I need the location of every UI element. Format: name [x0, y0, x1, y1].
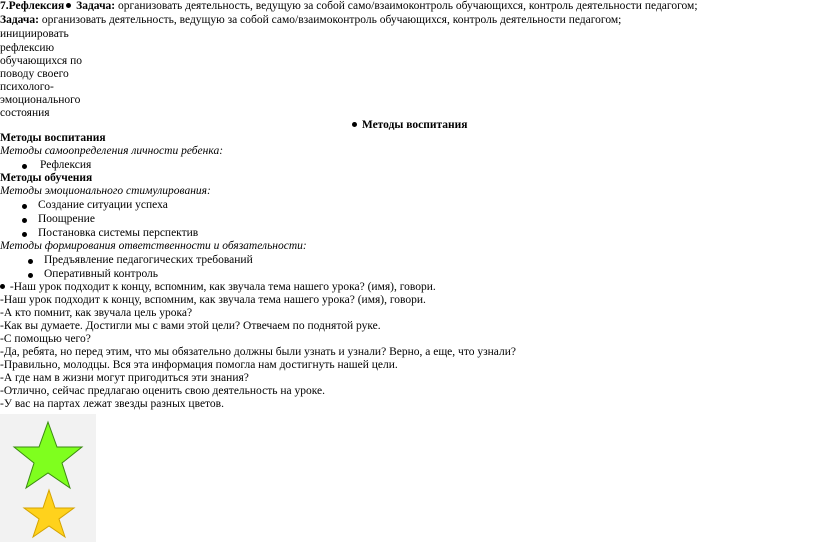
task-text-2: организовать деятельность, ведущую за собой само/взаимоконтроль обучающихся, контроль деятельности педагогом; — [41, 14, 622, 26]
column-line: рефлексию — [0, 42, 55, 54]
dialogue-line: -А где нам в жизни могут пригодиться эти знания? — [0, 372, 249, 384]
centered-heading — [350, 119, 468, 133]
emotional-heading: Методы эмоционального стимулирования: — [0, 185, 211, 197]
task-label-2: Задача: — [0, 14, 39, 26]
stars-image — [0, 414, 96, 542]
bullet-icon — [22, 232, 27, 237]
dialogue-line: -А кто помнит, как звучала цель урока? — [0, 307, 193, 319]
list-item: Предъявление педагогических требований — [44, 254, 253, 266]
header-line-1 — [0, 0, 698, 14]
dialogue-line: -Отлично, сейчас предлагаю оценить свою деятельность на уроке. — [0, 385, 326, 397]
dialogue-line: -Как вы думаете. Достигли мы с вами этой цели? Отвечаем по поднятой руке. — [0, 320, 381, 332]
dialogue-line: -Правильно, молодцы. Вся эта информация помогла нам достигнуть нашей цели. — [0, 359, 398, 371]
column-line: психолого- — [0, 81, 54, 93]
list-item: Поощрение — [38, 213, 95, 225]
dialogue-text: -Наш урок подходит к концу, вспомним, как звучала тема нашего урока? (имя), говори. — [9, 281, 436, 293]
bullet-icon — [0, 284, 5, 289]
stars-svg — [0, 414, 96, 542]
dialogue-line: -У вас на партах лежат звезды разных цветов. — [0, 398, 224, 410]
bullet-icon — [22, 164, 27, 169]
bullet-icon — [22, 218, 27, 223]
column-line: поводу своего — [0, 68, 69, 80]
list-item: Создание ситуации успеха — [38, 199, 168, 211]
list-item: Оперативный контроль — [44, 268, 159, 280]
methods-upbringing-heading: Методы воспитания — [0, 132, 106, 144]
column-line: инициировать — [0, 28, 69, 40]
bullet-icon — [28, 259, 33, 264]
section-title: 7.Рефлексия — [0, 0, 65, 12]
bullet-icon — [28, 273, 33, 278]
bullet-icon — [352, 122, 357, 127]
dialogue-line: -Наш урок подходит к концу, вспомним, как звучала тема нашего урока? (имя), говори. — [0, 294, 426, 306]
column-line: обучающихся по — [0, 55, 82, 67]
green-star-icon — [14, 422, 82, 488]
dialogue-line — [0, 281, 436, 295]
task-text: организовать деятельность, ведущую за собой само/взаимоконтроль обучающихся, контроль деятельности педагогом; — [118, 0, 698, 12]
bullet-icon — [66, 3, 71, 8]
responsibility-heading: Методы формирования ответственности и обязательности: — [0, 240, 307, 252]
list-item: Рефлексия — [40, 159, 92, 171]
centered-heading-text: Методы воспитания — [361, 119, 468, 131]
yellow-star-icon — [24, 490, 74, 537]
header-line-2 — [0, 14, 621, 28]
list-item: Постановка системы перспектив — [38, 227, 199, 239]
methods-learning-heading: Методы обучения — [0, 172, 93, 184]
dialogue-line: -Да, ребята, но перед этим, что мы обязательно должны были узнать и узнали? Верно, а еще, что узнали? — [0, 346, 516, 358]
column-line: состояния — [0, 107, 50, 119]
self-determination-heading: Методы самоопределения личности ребенка: — [0, 145, 224, 157]
dialogue-line: -С помощью чего? — [0, 333, 91, 345]
task-label: Задача: — [76, 0, 116, 12]
column-line: эмоционального — [0, 94, 81, 106]
bullet-icon — [22, 204, 27, 209]
